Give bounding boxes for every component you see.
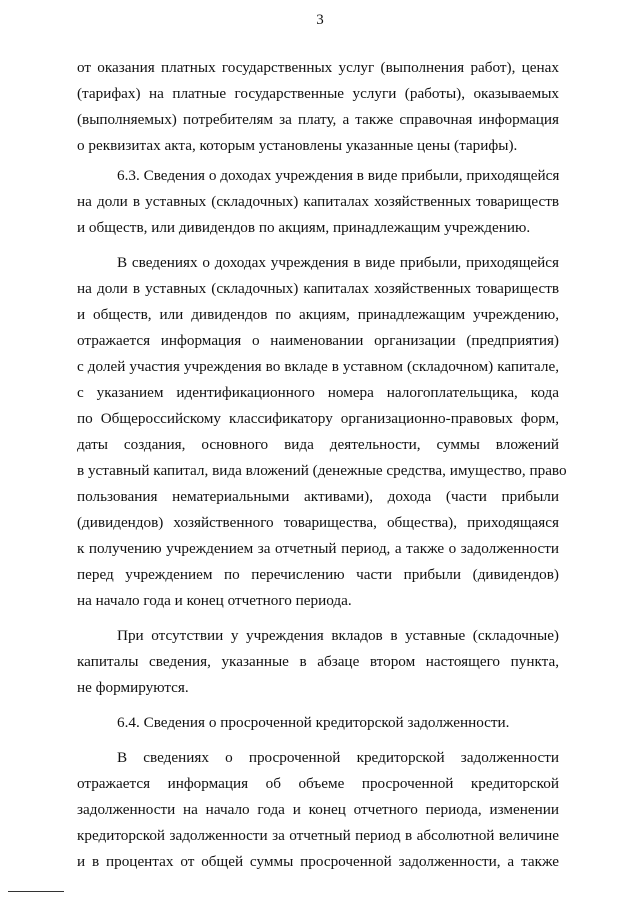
text-line: и в процентах от общей суммы просроченной задолженности, а также [77, 853, 559, 870]
text-line: пользования нематериальными активами), дохода (части прибыли [77, 488, 559, 505]
text-line: При отсутствии у учреждения вкладов в уставные (складочные) [117, 627, 559, 644]
text-line: кредиторской задолженности за отчетный период в абсолютной величине [77, 827, 559, 844]
text-line: от оказания платных государственных услуг (выполнения работ), ценах [77, 59, 559, 76]
paragraph-overdue-payables [77, 745, 559, 875]
text-line: (дивидендов) хозяйственного товарищества, общества), приходящаяся [77, 514, 559, 531]
text-line: на доли в уставных (складочных) капиталах хозяйственных товариществ [77, 280, 559, 297]
text-line: перед учреждением по перечислению части прибыли (дивидендов) [77, 566, 559, 583]
section-heading-6-3 [77, 163, 559, 241]
text-line: на начало года и конец отчетного периода. [77, 592, 352, 609]
text-line: В сведениях о просроченной кредиторской задолженности [117, 749, 559, 766]
text-line: капиталы сведения, указанные в абзаце втором настоящего пункта, [77, 653, 559, 670]
text-line: к получению учреждением за отчетный период, а также о задолженности [77, 540, 559, 557]
text-line: с долей участия учреждения во вкладе в уставном (складочном) капитале, [77, 358, 559, 375]
text-line: и обществ, или дивидендов по акциям, принадлежащим учреждению. [77, 219, 531, 236]
footer-rule [8, 891, 64, 892]
text-line: и обществ, или дивидендов по акциям, принадлежащим учреждению, [77, 306, 559, 323]
text-line: отражается информация о наименовании организации (предприятия) [77, 332, 559, 349]
text-line: на доли в уставных (складочных) капиталах хозяйственных товариществ [77, 193, 559, 210]
page-number: 3 [316, 12, 324, 28]
text-line: не формируются. [77, 679, 189, 696]
text-line: задолженности на начало года и конец отчетного периода, изменении [77, 801, 559, 818]
paragraph-no-contributions [77, 623, 559, 701]
paragraph-income-details [77, 250, 567, 614]
section-heading-6-4 [77, 710, 559, 736]
text-line: отражается информация об объеме просроченной кредиторской [77, 775, 559, 792]
text-line: (тарифах) на платные государственные услуги (работы), оказываемых [77, 85, 559, 102]
text-line: (выполняемых) потребителям за плату, а также справочная информация [77, 111, 559, 128]
text-line: В сведениях о доходах учреждения в виде прибыли, приходящейся [117, 254, 559, 271]
text-line: даты создания, основного вида деятельности, суммы вложений [77, 436, 559, 453]
text-line: в уставный капитал, вида вложений (денежные средства, имущество, право [77, 462, 567, 479]
text-line: 6.4. Сведения о просроченной кредиторской задолженности. [117, 714, 510, 731]
text-line: 6.3. Сведения о доходах учреждения в виде прибыли, приходящейся [117, 167, 560, 184]
paragraph-continuation [77, 55, 559, 159]
text-line: по Общероссийскому классификатору организационно-правовых форм, [77, 410, 559, 427]
document-body [77, 55, 567, 875]
text-line: о реквизитах акта, которым установлены указанные цены (тарифы). [77, 137, 518, 154]
text-line: с указанием идентификационного номера налогоплательщика, кода [77, 384, 559, 401]
